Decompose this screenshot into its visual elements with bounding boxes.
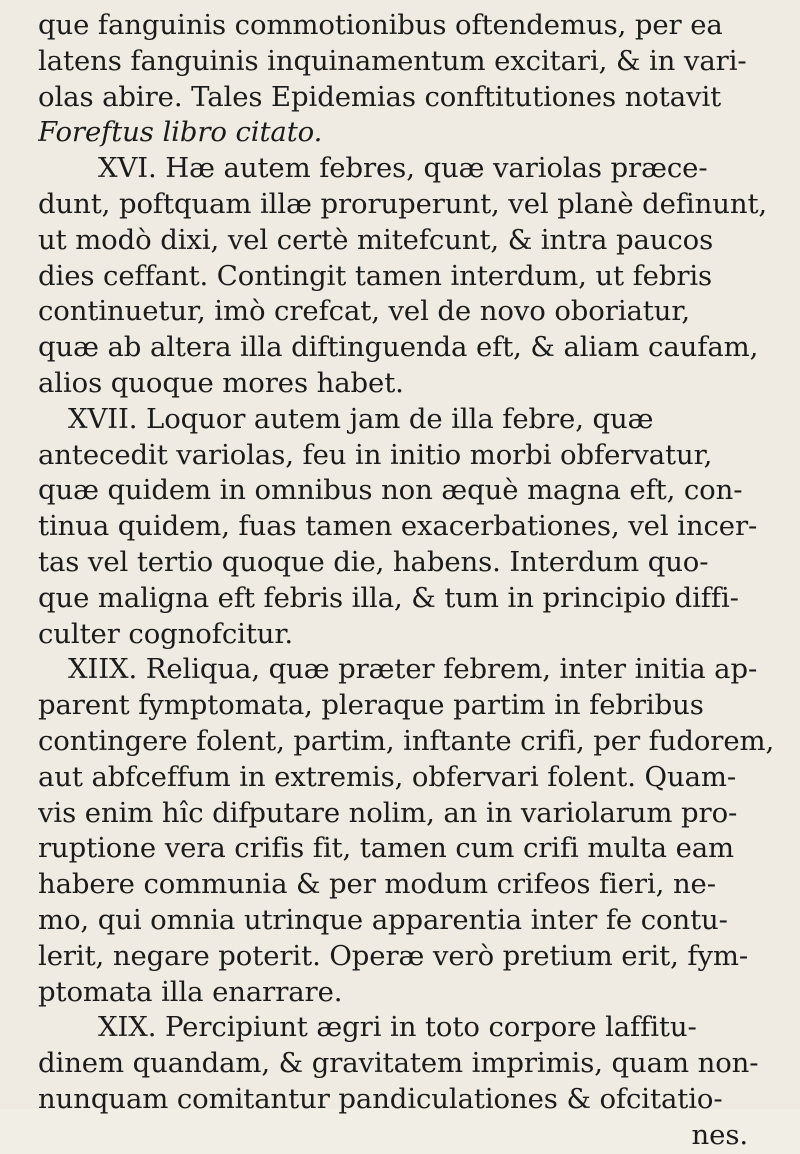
text-line: XIX. Percipiunt ægri in toto corpore laffitu- xyxy=(98,1011,697,1044)
text-line: antecedit variolas, feu in initio morbi obfervatur, xyxy=(38,438,713,471)
text-line: contingere folent, partim, inftante crifi, per fudorem, xyxy=(38,724,775,757)
text-line: habere communia & per modum crifeos fieri, ne- xyxy=(38,868,716,901)
text-line: tinua quidem, fuas tamen exacerbationes, vel incer- xyxy=(38,510,758,543)
text-line: ruptione vera crifis fit, tamen cum crifi multa eam xyxy=(38,832,735,865)
text-line: lerit, negare poterit. Operæ verò pretium erit, fym- xyxy=(38,939,749,972)
text-line: nunquam comitantur pandiculationes & ofcitatio- xyxy=(38,1082,723,1115)
text-line: XIIX. Reliqua, quæ præter febrem, inter initia ap- xyxy=(68,653,758,686)
text-line: que fanguinis commotionibus oftendemus, per ea xyxy=(38,9,723,41)
text-line: ptomata illa enarrare. xyxy=(38,975,343,1008)
text-line: aut abfceffum in extremis, obfervari folent. Quam- xyxy=(38,760,737,793)
text-line: mo, qui omnia utrinque apparentia inter fe contu- xyxy=(38,903,728,936)
text-line: dies ceffant. Contingit tamen interdum, ut febris xyxy=(38,259,713,292)
text-line: dunt, poftquam illæ proruperunt, vel planè definunt, xyxy=(38,187,768,220)
page-text xyxy=(38,8,778,1154)
text-line: tas vel tertio quoque die, habens. Interdum quo- xyxy=(38,545,709,578)
text-line: quæ ab altera illa diftinguenda eft, & aliam caufam, xyxy=(38,331,759,364)
text-line: Foreftus libro citato. xyxy=(38,116,323,149)
catchword: nes. xyxy=(691,1118,748,1151)
text-line: XVII. Loquor autem jam de illa febre, quæ xyxy=(68,402,654,435)
text-line: continuetur, imò crefcat, vel de novo oboriatur, xyxy=(38,295,691,328)
text-line: olas abire. Tales Epidemias conftitutiones notavit xyxy=(38,80,722,113)
text-line: parent fymptomata, pleraque partim in febribus xyxy=(38,689,704,722)
text-line: alios quoque mores habet. xyxy=(38,366,404,399)
text-line: dinem quandam, & gravitatem imprimis, quam non- xyxy=(38,1047,759,1080)
text-line: culter cognofcitur. xyxy=(38,617,294,650)
text-line: que maligna eft febris illa, & tum in principio diffi- xyxy=(38,581,739,614)
text-line: latens fanguinis inquinamentum excitari, & in vari- xyxy=(38,44,747,77)
text-line: XVI. Hæ autem febres, quæ variolas præce- xyxy=(98,152,708,185)
text-line: quæ quidem in omnibus non æquè magna eft, con- xyxy=(38,474,743,507)
text-line: ut modò dixi, vel certè mitefcunt, & intra paucos xyxy=(38,223,714,256)
text-line: vis enim hîc difputare nolim, an in variolarum pro- xyxy=(38,796,738,829)
